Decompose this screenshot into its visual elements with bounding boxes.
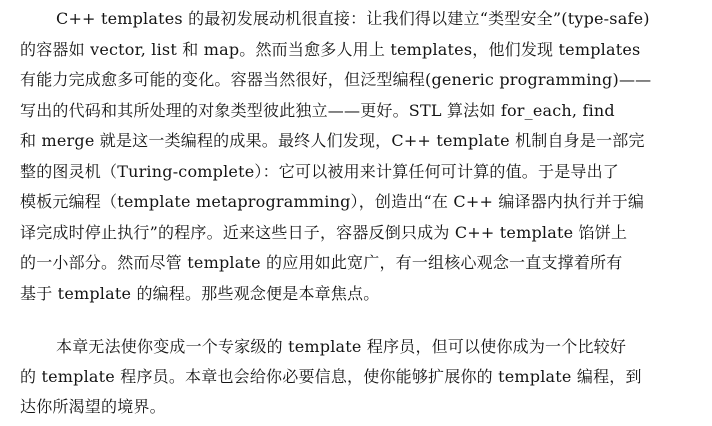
paragraph-1-line-7: 模板元编程（template metaprogramming），创造出“在 C++ 编译器内执行并于编 (20, 192, 645, 211)
paragraph-1-line-8: 译完成时停止执行”的程序。近来这些日子，容器反倒只成为 C++ template 馅饼上 (20, 223, 628, 242)
paragraph-1-line-10: 基于 template 的编程。那些观念便是本章焦点。 (20, 284, 380, 303)
paragraph-2-line-1: 本章无法使你变成一个专家级的 template 程序员，但可以使你成为一个比较好 (56, 337, 627, 356)
paragraph-1-line-9: 的一小部分。然而尽管 template 的应用如此宽广，有一组核心观念一直支撑着所有 (20, 253, 623, 272)
paragraph-2-line-3: 达你所渴望的境界。 (20, 397, 166, 416)
paragraph-2-line-2: 的 template 程序员。本章也会给你必要信息，使你能够扩展你的 template 编程，到 (20, 367, 642, 386)
paragraph-1-line-2: 的容器如 vector, list 和 map。然而当愈多人用上 templates，他们发现 templates (20, 40, 641, 59)
paragraph-1-line-1: C++ templates 的最初发展动机很直接：让我们得以建立“类型安全”(type-safe) (56, 9, 650, 28)
paragraph-1-line-5: 和 merge 就是这一类编程的成果。最终人们发现，C++ template 机制自身是一部完 (20, 131, 645, 150)
paragraph-1-line-4: 写出的代码和其所处理的对象类型彼此独立——更好。STL 算法如 for_each, find (20, 101, 615, 120)
paragraph-1-line-3: 有能力完成愈多可能的变化。容器当然很好，但泛型编程(generic programming)—— (20, 70, 652, 89)
paragraph-1-line-6: 整的图灵机（Turing-complete）：它可以被用来计算任何可计算的值。于是导出了 (20, 162, 619, 181)
